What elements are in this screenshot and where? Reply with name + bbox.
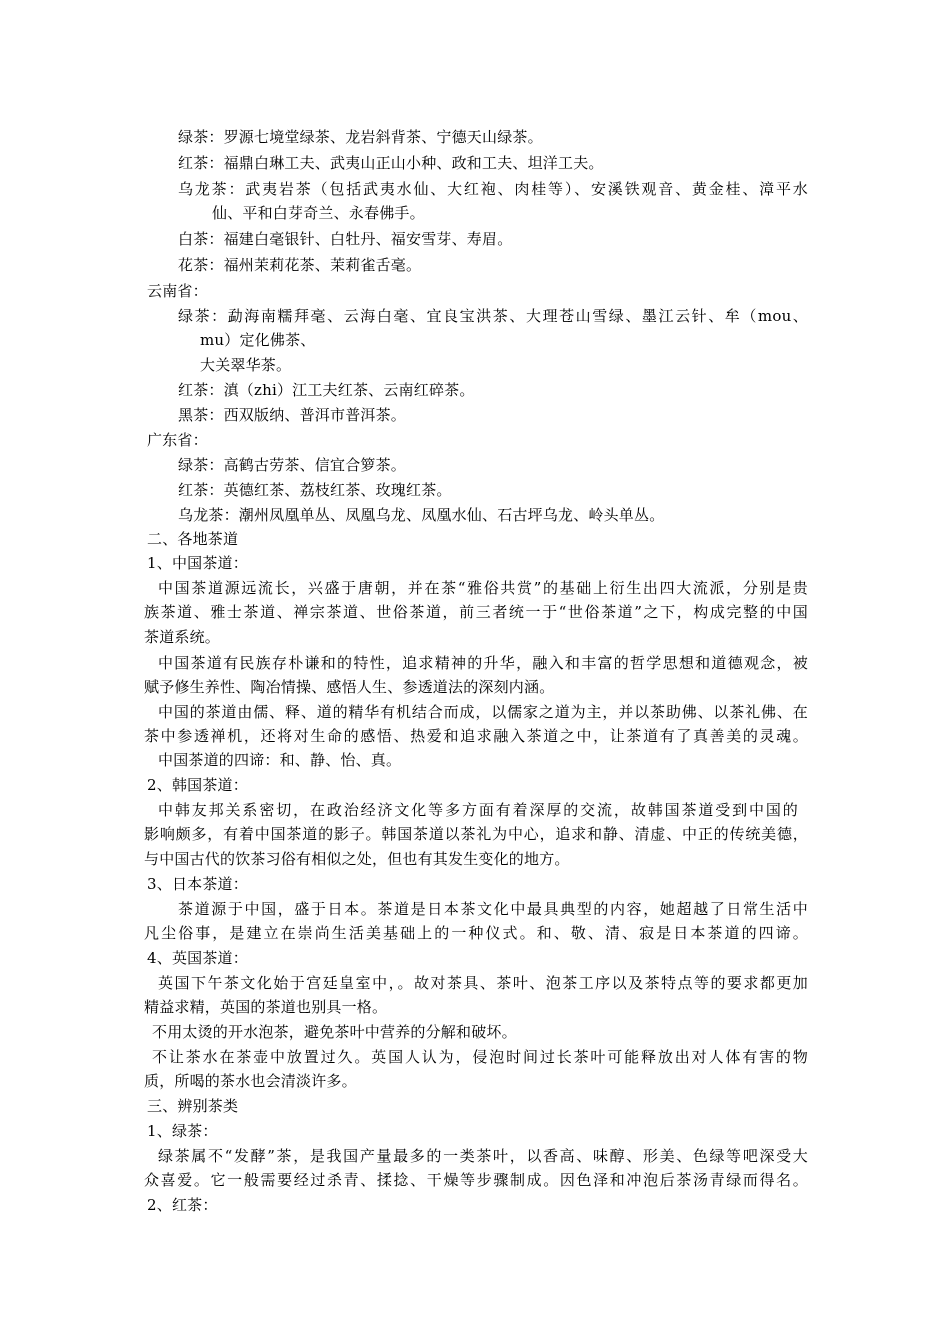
- paragraph-line: 茶道源于中国，盛于日本。茶道是日本茶文化中最具典型的内容，她超越了日常生活中: [178, 900, 808, 918]
- paragraph-line: 茶中参透禅机，还将对生命的感悟、热爱和追求融入茶道之中，让茶道有了真善美的灵魂。: [144, 727, 808, 745]
- text-line: 红茶：福鼎白琳工夫、武夷山正山小种、政和工夫、坦洋工夫。: [178, 154, 604, 172]
- text-line: 乌龙茶：潮州凤凰单丛、凤凰乌龙、凤凰水仙、石古坪乌龙、岭头单丛。: [178, 506, 665, 524]
- text-line: 红茶：英德红茶、荔枝红茶、玫瑰红茶。: [178, 481, 452, 499]
- paragraph-line: 英国下午茶文化始于宫廷皇室中，。故对茶具、茶叶、泡茶工序以及茶特点等的要求都更加: [158, 974, 808, 992]
- paragraph-line: 茶道系统。: [144, 628, 221, 646]
- paragraph-line: 中国茶道源远流长，兴盛于唐朝，并在茶“雅俗共赏”的基础上衍生出四大流派，分别是贵: [158, 579, 808, 597]
- subsection-heading: 1、中国茶道：: [147, 554, 248, 572]
- subsection-heading: 1、绿茶：: [147, 1122, 218, 1140]
- section-heading: 三、辨别茶类: [147, 1097, 239, 1115]
- text-line: 绿茶：罗源七境堂绿茶、龙岩斜背茶、宁德天山绿茶。: [178, 128, 543, 146]
- text-line: 仙、平和白芽奇兰、永春佛手。: [212, 204, 425, 222]
- paragraph-line: 影响颇多，有着中国茶道的影子。韩国茶道以茶礼为中心，追求和静、清虚、中正的传统美德，: [144, 825, 808, 843]
- subsection-heading: 4、英国茶道：: [147, 949, 248, 967]
- text-line: mu）定化佛茶、: [200, 331, 316, 349]
- paragraph-line: 中韩友邦关系密切，在政治经济文化等多方面有着深厚的交流，故韩国茶道受到中国的: [158, 801, 798, 819]
- section-heading: 二、各地茶道: [147, 530, 239, 548]
- subsection-heading: 2、红茶：: [147, 1196, 218, 1214]
- paragraph-line: 绿茶属不“发酵”茶，是我国产量最多的一类茶叶，以香高、味醇、形美、色绿等吧深受大: [158, 1147, 808, 1165]
- paragraph-line: 中国茶道有民族存朴谦和的特性，追求精神的升华，融入和丰富的哲学思想和道德观念，被: [158, 654, 808, 672]
- paragraph-line: 不让茶水在茶壶中放置过久。英国人认为，侵泡时间过长茶叶可能释放出对人体有害的物: [152, 1048, 808, 1066]
- section-heading: 广东省：: [147, 431, 208, 449]
- paragraph-line: 与中国古代的饮茶习俗有相似之处，但也有其发生变化的地方。: [144, 850, 570, 868]
- paragraph-line: 精益求精，英国的茶道也别具一格。: [144, 998, 388, 1016]
- paragraph-line: 族茶道、雅士茶道、禅宗茶道、世俗茶道，前三者统一于“世俗茶道”之下，构成完整的中国: [144, 603, 808, 621]
- paragraph-line: 不用太烫的开水泡茶，避免茶叶中营养的分解和破坏。: [152, 1023, 517, 1041]
- subsection-heading: 2、韩国茶道：: [147, 776, 248, 794]
- text-line: 白茶：福建白毫银针、白牡丹、福安雪芽、寿眉。: [178, 230, 513, 248]
- paragraph-line: 质，所喝的茶水也会清淡许多。: [144, 1072, 357, 1090]
- paragraph-line: 众喜爱。它一般需要经过杀青、揉捻、干燥等步骤制成。因色泽和冲泡后茶汤青绿而得名。: [144, 1171, 808, 1189]
- text-line: 绿茶：勐海南糯拜毫、云海白毫、宜良宝洪茶、大理苍山雪绿、墨江云针、牟（mou、: [178, 307, 808, 325]
- text-line: 花茶：福州茉莉花茶、茉莉雀舌毫。: [178, 256, 422, 274]
- section-heading: 云南省：: [147, 282, 208, 300]
- paragraph-line: 中国茶道的四谛：和、静、怡、真。: [158, 751, 402, 769]
- text-line: 乌龙茶：武夷岩茶（包括武夷水仙、大红袍、肉桂等）、安溪铁观音、黄金桂、漳平水: [178, 180, 808, 198]
- paragraph-line: 凡尘俗事，是建立在崇尚生活美基础上的一种仪式。和、敬、清、寂是日本茶道的四谛。: [144, 924, 808, 942]
- subsection-heading: 3、日本茶道：: [147, 875, 248, 893]
- text-line: 大关翠华茶。: [200, 356, 292, 374]
- text-line: 黑茶：西双版纳、普洱市普洱茶。: [178, 406, 407, 424]
- text-line: 红茶：滇（zhi）江工夫红茶、云南红碎茶。: [178, 381, 475, 399]
- paragraph-line: 赋予修生养性、陶冶情操、感悟人生、参透道法的深刻内涵。: [144, 678, 555, 696]
- paragraph-line: 中国的茶道由儒、释、道的精华有机结合而成，以儒家之道为主，并以茶助佛、以茶礼佛、在: [158, 703, 808, 721]
- text-line: 绿茶：高鹤古劳茶、信宜合箩茶。: [178, 456, 407, 474]
